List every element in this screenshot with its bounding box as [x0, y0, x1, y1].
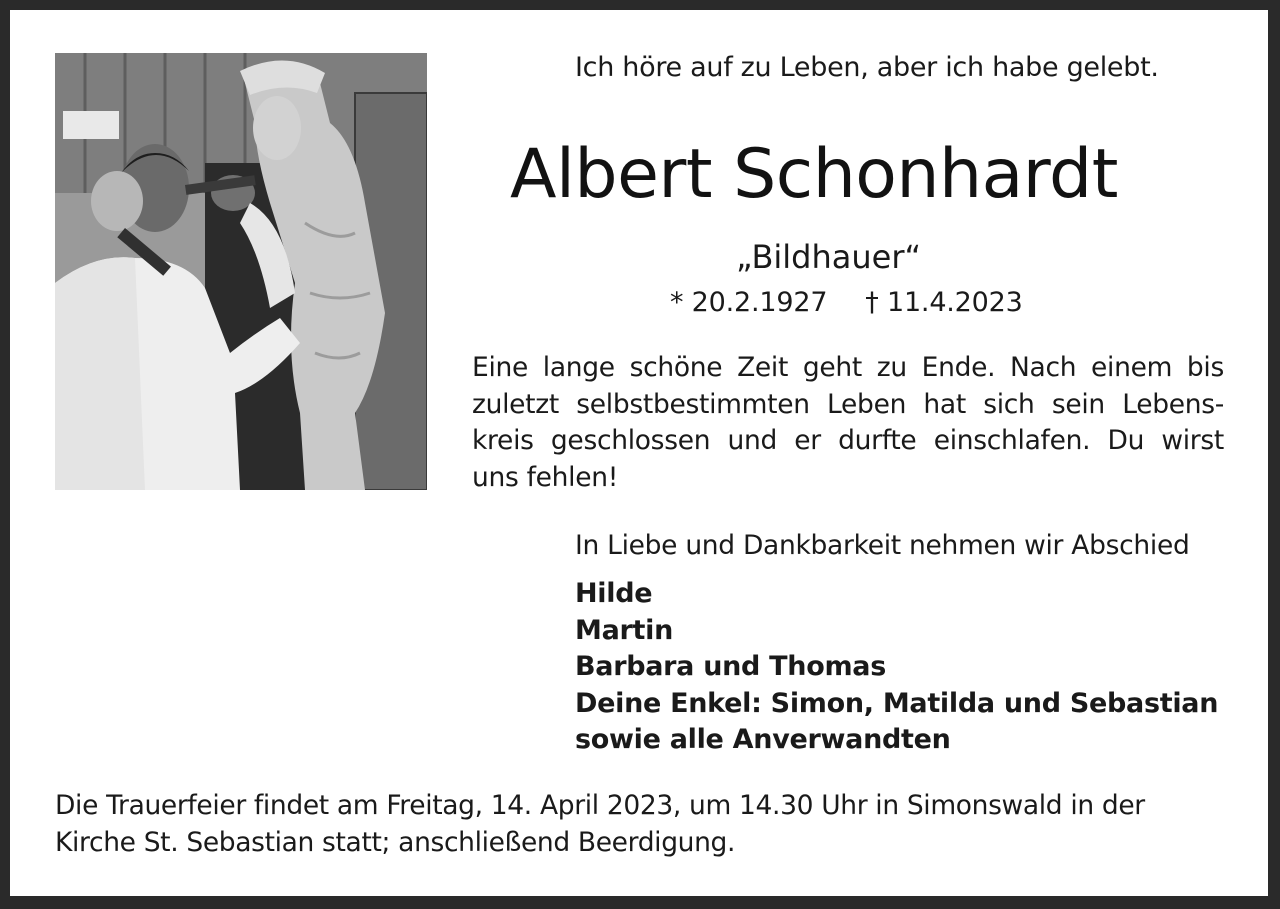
deceased-name: Albert Schonhardt [510, 135, 1118, 214]
funeral-line: Die Trauerfeier findet am Freitag, 14. April 2023, um 14.30 Uhr in Simonswald in der [55, 790, 1145, 821]
mourner-name: Deine Enkel: Simon, Matilda und Sebastian [575, 687, 1219, 719]
mourner-name: sowie alle Anverwandten [575, 724, 951, 755]
farewell-line: In Liebe und Dankbarkeit nehmen wir Abschied [575, 530, 1190, 561]
text-line: Eine lange schöne Zeit geht zu Ende. Nach einem bis [472, 352, 1224, 383]
profession: „Bildhauer“ [736, 238, 922, 276]
mourner-name: Martin [575, 614, 673, 646]
text-line: uns fehlen! [472, 461, 619, 493]
mourner-name: Barbara und Thomas [575, 651, 886, 682]
sculptor-photo [55, 53, 427, 490]
funeral-info [55, 788, 1225, 861]
death-date: † 11.4.2023 [865, 287, 1023, 318]
mourner-name: Hilde [575, 578, 653, 609]
text-line: kreis geschlossen und er durfte einschlafen. Du wirst [472, 425, 1224, 456]
obituary-text [472, 350, 1224, 496]
life-dates [670, 287, 1023, 318]
motto-quote: Ich höre auf zu Leben, aber ich habe gelebt. [575, 52, 1159, 83]
text-line: zuletzt selbstbestimmten Leben hat sich sein Lebens- [472, 388, 1224, 420]
funeral-line: Kirche St. Sebastian statt; anschließend Beerdigung. [55, 826, 736, 858]
birth-date: * 20.2.1927 [670, 287, 828, 318]
mourners-list [575, 576, 1218, 759]
obituary-notice [10, 10, 1268, 896]
